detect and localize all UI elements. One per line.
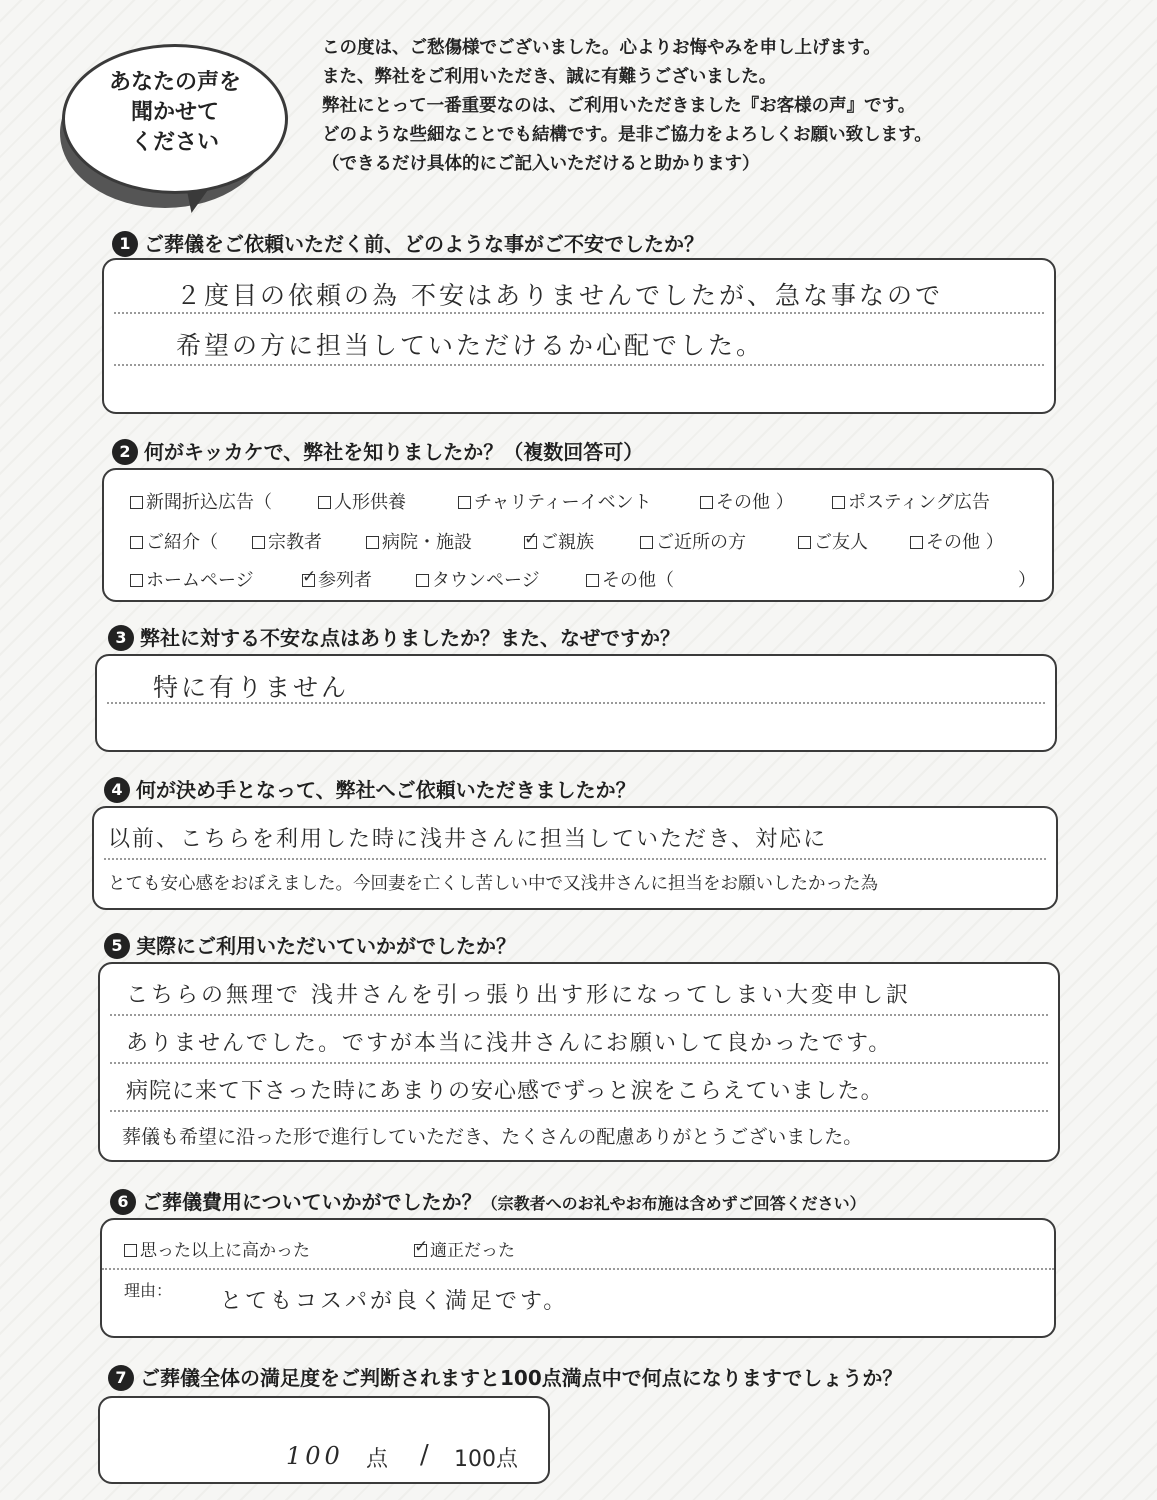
checkbox[interactable] [366, 536, 379, 549]
question-number-5: 5 [104, 933, 130, 959]
bubble-line-2: 聞かせて [130, 100, 219, 125]
question-7 [108, 1362, 902, 1393]
answer-5-line-3: 病院に来て下さった時にあまりの安心感でずっと涙をこらえていました。 [126, 1079, 884, 1104]
option-high[interactable]: 思った以上に高かった [124, 1236, 310, 1261]
question-4 [104, 774, 636, 805]
answer-box-1[interactable] [102, 258, 1056, 414]
answer-4-line-2: とても安心感をおぼえました。今回妻を亡くし苦しい中で又浅井さんに担当をお願いしたかった為 [108, 874, 878, 894]
answer-box-6 [100, 1218, 1056, 1338]
checkbox[interactable] [124, 1244, 137, 1257]
question-number-2: 2 [112, 439, 138, 465]
option-fair[interactable]: ✓ 適正だった [414, 1236, 515, 1261]
option-byoin[interactable]: 病院・施設 [366, 528, 472, 554]
option-shokai[interactable]: ご紹介（ [130, 528, 218, 554]
checkbox[interactable] [416, 574, 429, 587]
score-value: 100 [286, 1442, 344, 1470]
question-number-3: 3 [108, 625, 134, 651]
option-sanretsu[interactable]: ✓ 参列者 [302, 566, 372, 592]
question-number-7: 7 [108, 1365, 134, 1391]
bubble-text [62, 68, 288, 158]
option-townpage[interactable]: タウンページ [416, 566, 540, 592]
checkbox[interactable] [798, 536, 811, 549]
question-6 [110, 1186, 866, 1217]
question-3-title: 弊社に対する不安な点はありましたか？また、なぜですか？ [140, 626, 680, 650]
question-7-title: ご葬儀全体の満足度をご判断されますと100点満点中で何点になりますでしょうか？ [140, 1366, 903, 1390]
dotted-line [110, 1110, 1048, 1112]
checkbox[interactable] [700, 496, 713, 509]
answer-5-line-4: 葬儀も希望に沿った形で進行していただき、たくさんの配慮ありがとうございました。 [122, 1126, 863, 1148]
checkbox[interactable] [458, 496, 471, 509]
answer-5-line-2: ありませんでした。ですが本当に浅井さんにお願いして良かったです。 [126, 1031, 893, 1056]
option-sonota-3-close: ） [1018, 570, 1036, 591]
option-shukyo[interactable]: 宗教者 [252, 528, 322, 554]
question-number-4: 4 [104, 777, 130, 803]
checkbox[interactable] [252, 536, 265, 549]
answer-box-2 [102, 468, 1054, 602]
checkbox[interactable] [910, 536, 923, 549]
checkbox-checked[interactable] [302, 574, 315, 587]
option-kinjo[interactable]: ご近所の方 [640, 528, 746, 554]
intro-text [322, 34, 1142, 179]
dotted-line [110, 1014, 1048, 1016]
option-charity[interactable]: チャリティーイベント [458, 488, 652, 514]
checkbox[interactable] [130, 574, 143, 587]
option-yujin[interactable]: ご友人 [798, 528, 868, 554]
checkbox[interactable] [640, 536, 653, 549]
option-posting[interactable]: ポスティング広告 [832, 488, 990, 514]
checkbox[interactable] [832, 496, 845, 509]
answer-4-line-1: 以前、こちらを利用した時に浅井さんに担当していただき、対応に [108, 827, 828, 852]
bubble-line-1: あなたの声を [108, 70, 241, 95]
answer-1-line-2: 希望の方に担当していただけるか心配でした。 [176, 331, 765, 360]
question-6-title: ご葬儀費用についていかがでしたか？ [142, 1190, 482, 1214]
checkbox-checked[interactable] [524, 536, 537, 549]
answer-3-line-1: 特に有りません [153, 673, 350, 702]
reason-answer[interactable]: とてもコスパが良く満足です。 [220, 1289, 569, 1314]
question-5 [104, 930, 516, 961]
question-4-title: 何が決め手となって、弊社へご依頼いただきましたか？ [136, 778, 636, 802]
checkbox[interactable] [130, 496, 143, 509]
option-homepage[interactable]: ホームページ [130, 566, 254, 592]
option-shinbun[interactable]: 新聞折込広告（ [130, 488, 272, 514]
checkbox[interactable] [586, 574, 599, 587]
reason-label: 理由： [124, 1281, 173, 1300]
dotted-line [102, 1268, 1054, 1270]
answer-box-3[interactable] [95, 654, 1057, 752]
answer-1-line-1: ２度目の依頼の為 不安はありませんでしたが、急な事なので [176, 281, 943, 310]
checkbox[interactable] [318, 496, 331, 509]
option-shinzoku[interactable]: ✓ ご親族 [524, 528, 594, 554]
option-sonota-2[interactable]: その他 ） [910, 528, 1004, 554]
bubble-line-3: ください [130, 130, 219, 155]
answer-5-line-1: こちらの無理で 浅井さんを引っ張り出す形になってしまい大変申し訳 [126, 983, 911, 1008]
score-unit: 点 [366, 1447, 389, 1472]
score-box[interactable] [98, 1396, 550, 1484]
question-number-1: 1 [112, 231, 138, 257]
question-5-title: 実際にご利用いただいていかがでしたか？ [136, 934, 516, 958]
checkbox[interactable] [130, 536, 143, 549]
intro-line-3: 弊社にとって一番重要なのは、ご利用いただきました『お客様の声』です。 [322, 96, 916, 116]
question-3 [108, 622, 680, 653]
score-max: 100点 [454, 1447, 518, 1472]
answer-box-5[interactable] [98, 962, 1060, 1162]
intro-line-2: また、弊社をご利用いただき、誠に有難うございました。 [322, 67, 777, 87]
score-slash: / [420, 1440, 432, 1470]
option-ningyo[interactable]: 人形供養 [318, 488, 406, 514]
dotted-line [114, 364, 1044, 366]
intro-line-1: この度は、ご愁傷様でございました。心よりお悔やみを申し上げます。 [322, 38, 881, 58]
answer-box-4[interactable] [92, 806, 1058, 910]
question-1 [112, 228, 704, 259]
dotted-line [114, 312, 1044, 314]
intro-line-4: どのような些細なことでも結構です。是非ご協力をよろしくお願い致します。 [322, 125, 932, 145]
option-sonota-3[interactable]: その他（ [586, 566, 674, 592]
question-6-note: （宗教者へのお礼やお布施は含めずご回答ください） [481, 1194, 866, 1213]
checkbox-checked[interactable] [414, 1244, 427, 1257]
question-1-title: ご葬儀をご依頼いただく前、どのような事がご不安でしたか？ [144, 232, 704, 256]
question-number-6: 6 [110, 1189, 136, 1215]
intro-line-5: （できるだけ具体的にご記入いただけると助かります） [322, 154, 760, 174]
dotted-line [110, 1062, 1048, 1064]
dotted-line [104, 858, 1046, 860]
question-2-title: 何がキッカケで、弊社を知りましたか？（複数回答可） [144, 440, 644, 464]
question-2 [112, 436, 643, 467]
option-sonota-1[interactable]: その他 ） [700, 488, 794, 514]
